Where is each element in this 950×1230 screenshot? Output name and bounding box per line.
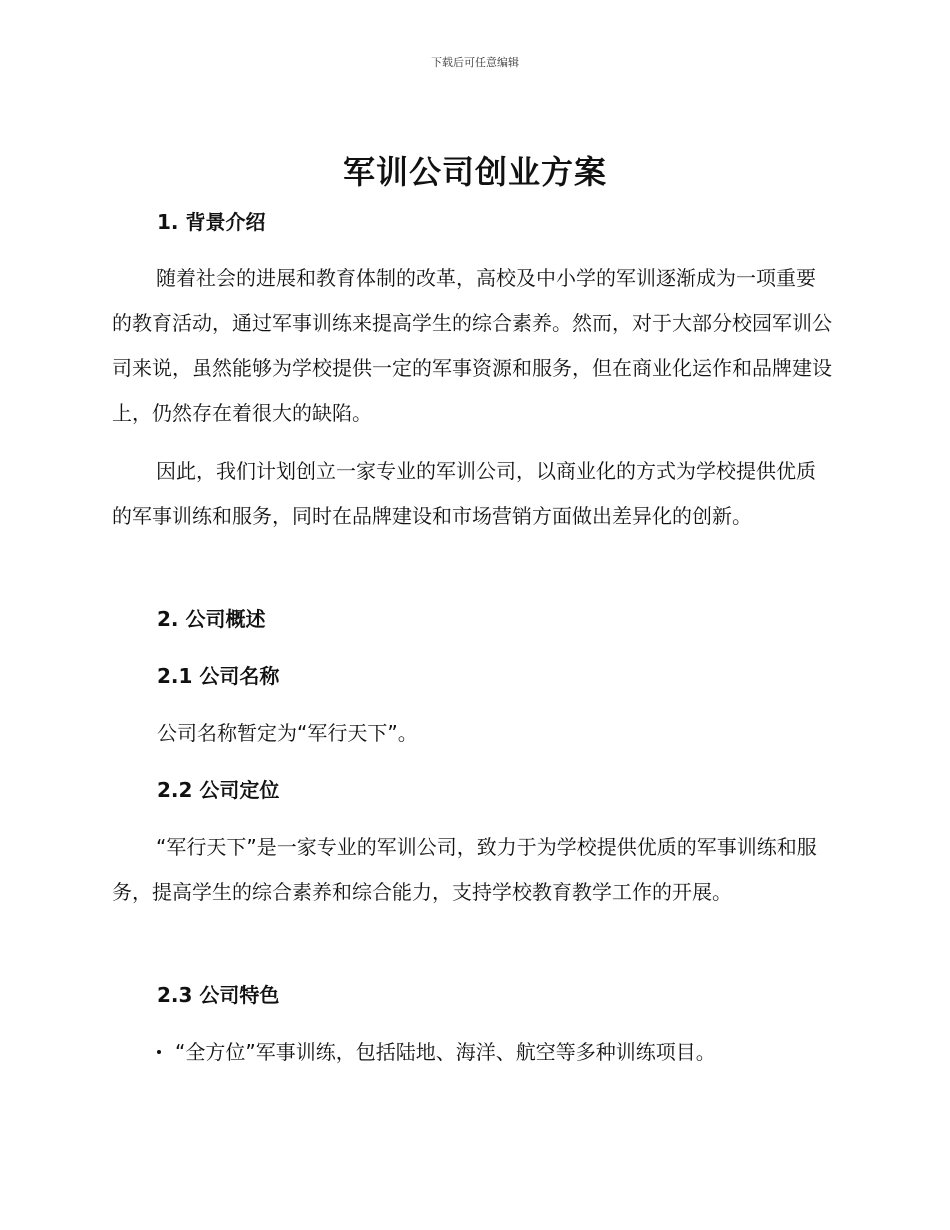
paragraph-background-1: 随着社会的进展和教育体制的改革，高校及中小学的军训逐渐成为一项重要的教育活动，通过军事训练来提高学生的综合素养。然而，对于大部分校园军训公司来说，虽然能够为学校提供一定的军事资源和服务，但在商业化运作和品牌建设上，仍然存在着很大的缺陷。 [112,266,832,425]
header-note: 下载后可任意编辑 [431,56,519,69]
subsection-heading-company-positioning: 2.2 公司定位 [157,778,280,802]
document-title: 军训公司创业方案 [342,153,607,191]
bullet-dot-icon [157,1050,161,1054]
paragraph-company-positioning: “军行天下”是一家专业的军训公司，致力于为学校提供优质的军事训练和服务，提高学生的综合素养和综合能力，支持学校教育教学工作的开展。 [112,835,817,904]
feature-list-item [157,1038,716,1066]
section-heading-background: 1. 背景介绍 [157,210,266,234]
subsection-heading-company-name: 2.1 公司名称 [157,664,280,688]
feature-list-item-text: “全方位”军事训练，包括陆地、海洋、航空等多种训练项目。 [175,1040,716,1064]
section-heading-company-overview: 2. 公司概述 [157,607,266,631]
company-name-text: 公司名称暂定为“军行天下”。 [157,721,418,745]
paragraph-background-2: 因此，我们计划创立一家专业的军训公司，以商业化的方式为学校提供优质的军事训练和服务，同时在品牌建设和市场营销方面做出差异化的创新。 [112,459,816,528]
subsection-heading-company-features: 2.3 公司特色 [157,983,280,1007]
